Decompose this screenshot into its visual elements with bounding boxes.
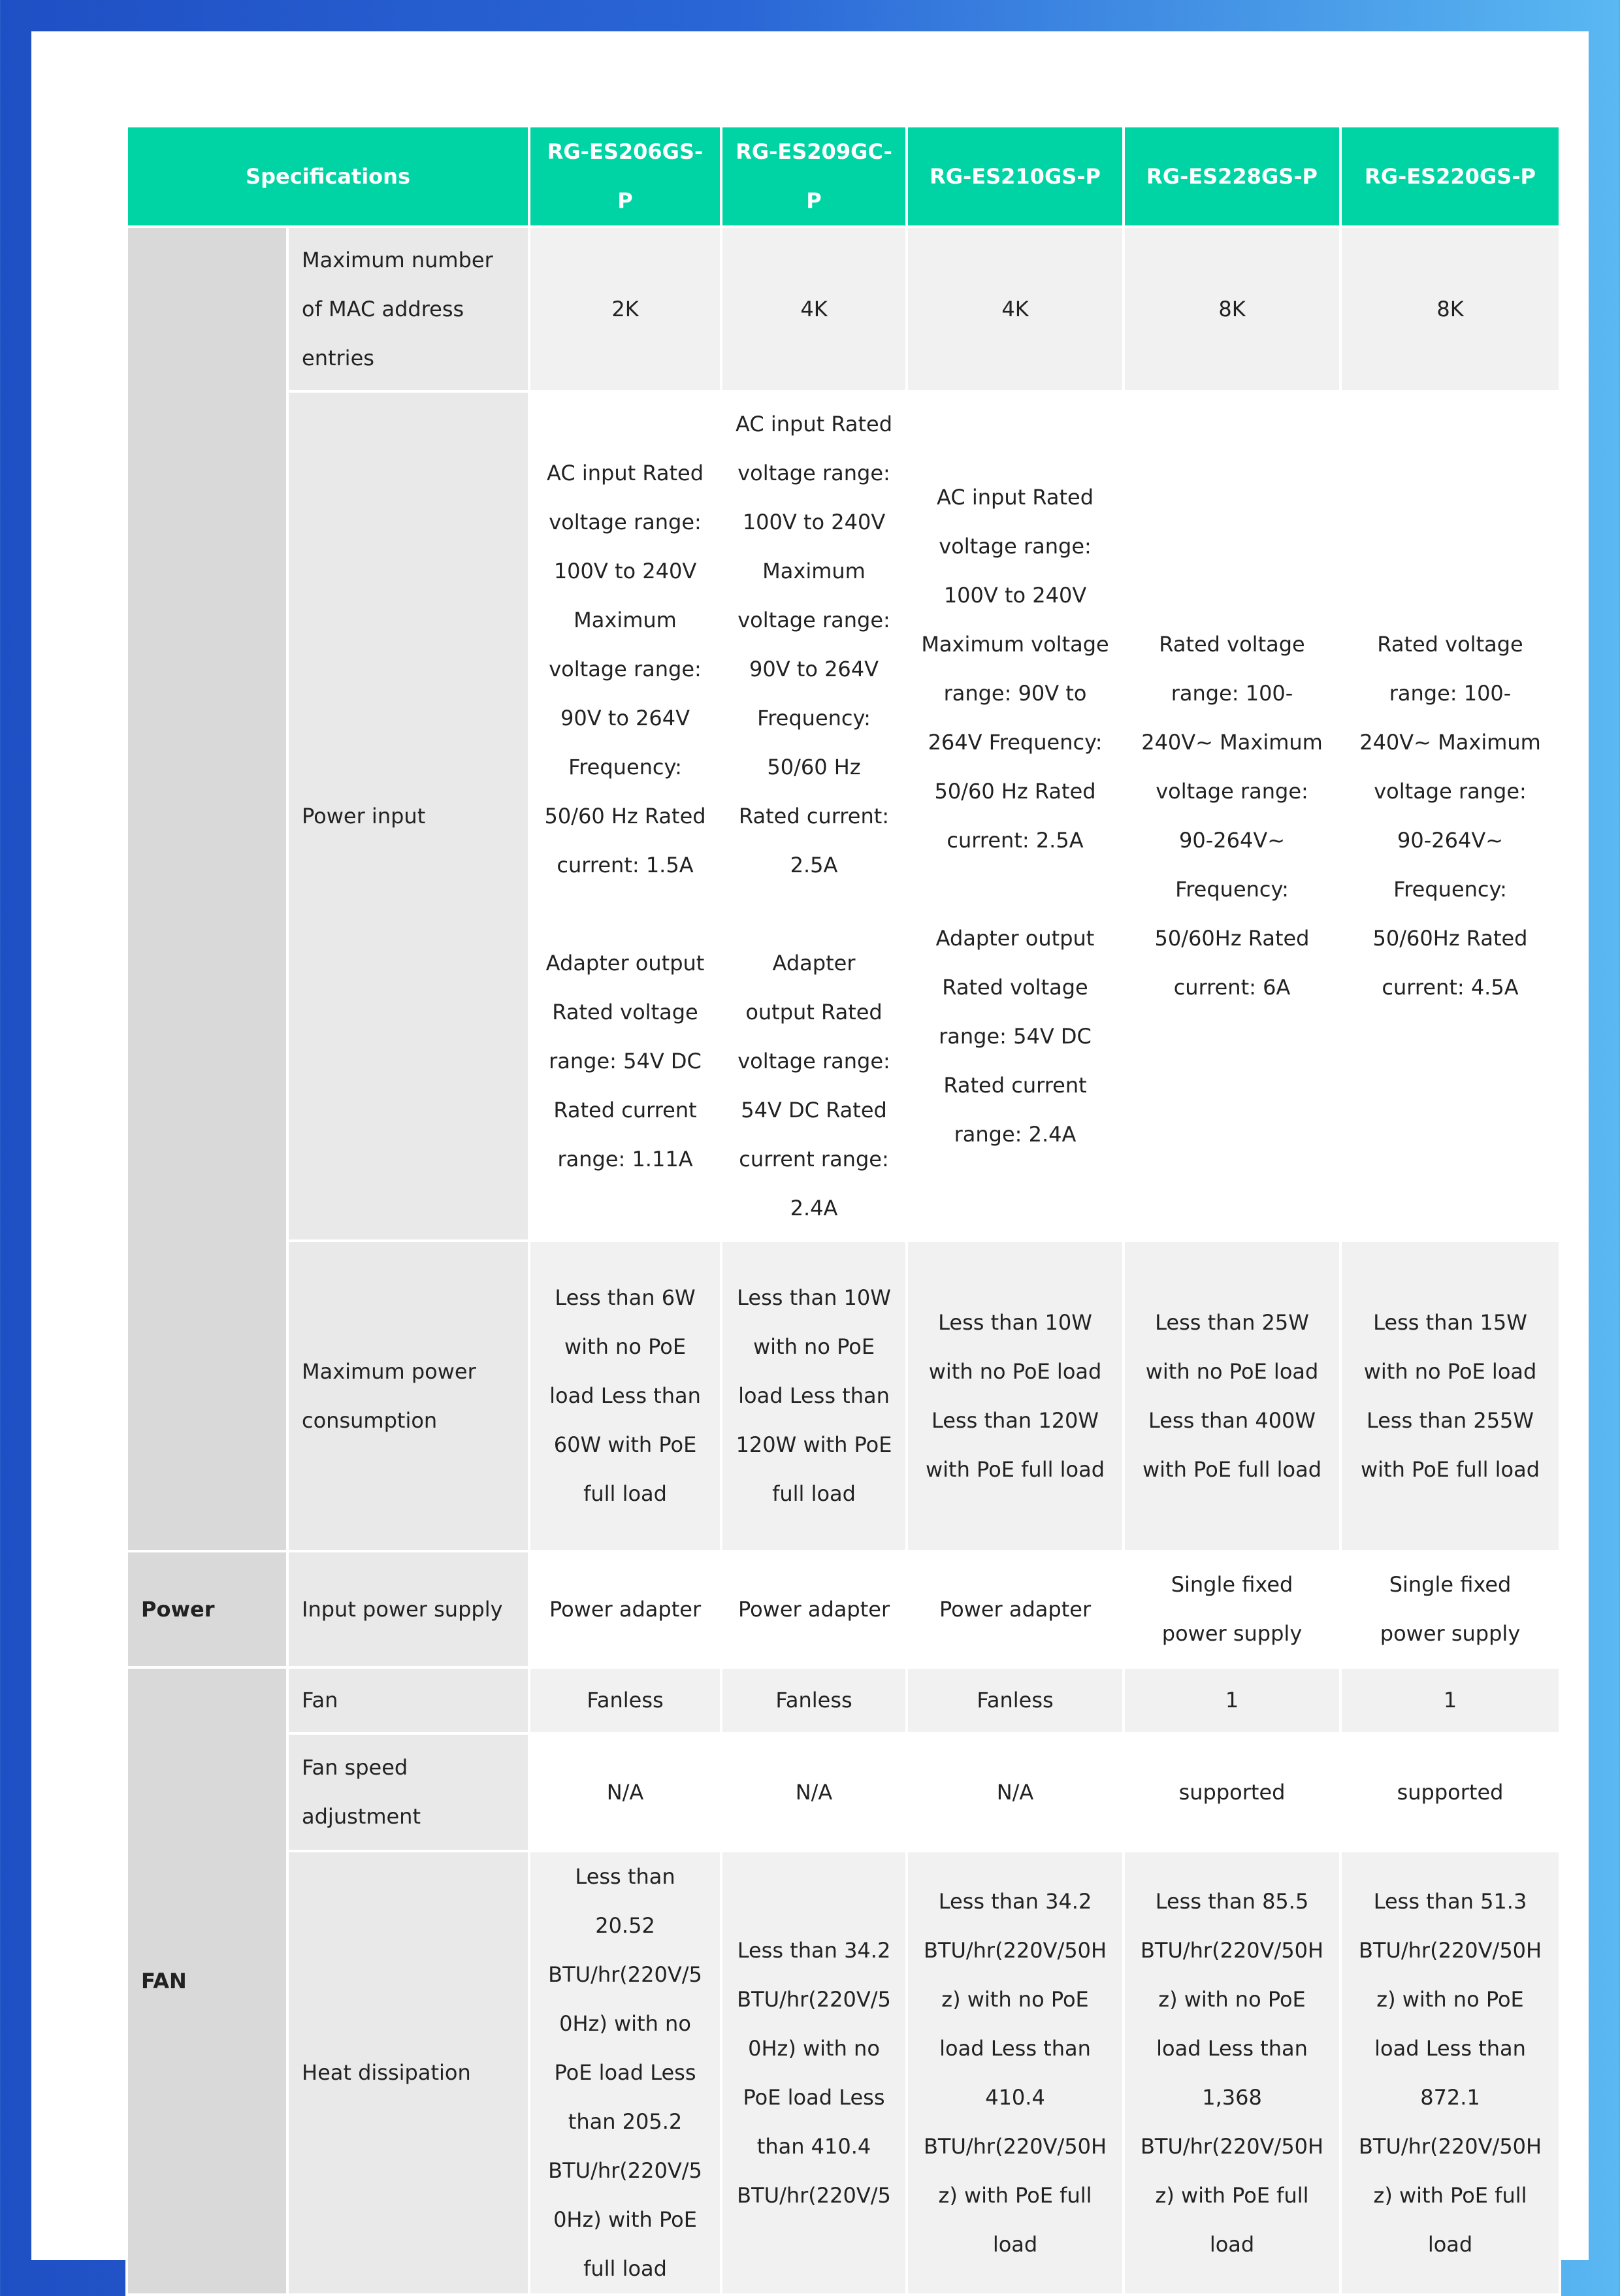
cell-value: Less than 10W with no PoE load Less than 120W with PoE full load (721, 1241, 907, 1551)
row-mac (127, 227, 1560, 391)
cell-value: Rated voltage range: 100-240V~ Maximum voltage range: 90-264V~ Frequency: 50/60Hz Rated current: 6A (1124, 391, 1340, 1241)
cell-value: Less than 6W with no PoE load Less than 60W with PoE full load (529, 1241, 721, 1551)
cell-value: Less than 51.3 BTU/hr(220V/50Hz) with no PoE load Less than 872.1 BTU/hr(220V/50Hz) with PoE full load (1340, 1851, 1560, 2295)
cell-value: Single fixed power supply (1124, 1551, 1340, 1667)
spec-table (125, 125, 1561, 2296)
cell-value: Less than 34.2 BTU/hr(220V/50Hz) with no PoE load Less than 410.4 BTU/hr(220V/50Hz) with PoE full load (907, 1851, 1124, 2295)
adapter-output-text: Adapter output Rated voltage range: 54V DC Rated current range: 1.11A (545, 950, 705, 1172)
cell-value: 4K (721, 227, 907, 391)
cell-value: Less than 25W with no PoE load Less than 400W with PoE full load (1124, 1241, 1340, 1551)
cell-value (907, 391, 1124, 1241)
cell-value: 8K (1340, 227, 1560, 391)
row-label: Power input (287, 391, 529, 1241)
cell-value: 2K (529, 227, 721, 391)
cell-value: Less than 85.5 BTU/hr(220V/50Hz) with no PoE load Less than 1,368 BTU/hr(220V/50Hz) with PoE full load (1124, 1851, 1340, 2295)
cell-value: Power adapter (529, 1551, 721, 1667)
header-model: RG-ES206GS-P (529, 126, 721, 227)
row-label: Input power supply (287, 1551, 529, 1667)
row-label: Heat dissipation (287, 1851, 529, 2295)
row-power-input (127, 391, 1560, 1241)
cell-value: N/A (529, 1733, 721, 1851)
header-model: RG-ES210GS-P (907, 126, 1124, 227)
row-label: Fan (287, 1667, 529, 1733)
cell-value (721, 391, 907, 1241)
cell-value: Less than 10W with no PoE load Less than 120W with PoE full load (907, 1241, 1124, 1551)
header-model: RG-ES209GC-P (721, 126, 907, 227)
header-model: RG-ES228GS-P (1124, 126, 1340, 227)
cell-value: Rated voltage range: 100-240V~ Maximum voltage range: 90-264V~ Frequency: 50/60Hz Rated current: 4.5A (1340, 391, 1560, 1241)
cell-value: Fanless (529, 1667, 721, 1733)
cell-value: N/A (721, 1733, 907, 1851)
page-frame (31, 31, 1589, 2281)
header-row (127, 126, 1560, 227)
cell-value: supported (1340, 1733, 1560, 1851)
cell-value: 4K (907, 227, 1124, 391)
cell-value: Single fixed power supply (1340, 1551, 1560, 1667)
row-heat (127, 1851, 1560, 2295)
row-fan-speed (127, 1733, 1560, 1851)
cell-value: Less than 20.52 BTU/hr(220V/50Hz) with no PoE load Less than 205.2 BTU/hr(220V/50Hz) with PoE full load (529, 1851, 721, 2295)
row-input-supply (127, 1551, 1560, 1667)
cell-value: 1 (1340, 1667, 1560, 1733)
group-power: Power (127, 1551, 287, 1667)
cell-value: 8K (1124, 227, 1340, 391)
row-label: Maximum power consumption (287, 1241, 529, 1551)
header-specifications: Specifications (127, 126, 529, 227)
cell-value: N/A (907, 1733, 1124, 1851)
cell-value: Power adapter (721, 1551, 907, 1667)
ac-input-text: AC input Rated voltage range: 100V to 240V Maximum voltage range: 90V to 264V Frequency: 50/60 Hz Rated current: 2.5A (736, 411, 893, 877)
ac-input-text: AC input Rated voltage range: 100V to 240V Maximum voltage range: 90V to 264V Frequency: 50/60 Hz Rated current: 1.5A (544, 460, 706, 877)
cell-value: supported (1124, 1733, 1340, 1851)
header-model: RG-ES220GS-P (1340, 126, 1560, 227)
group-cell-blank (127, 227, 287, 1551)
group-fan: FAN (127, 1667, 287, 2295)
adapter-output-text: Adapter output Rated voltage range: 54V DC Rated current range: 2.4A (737, 950, 890, 1221)
cell-value: Fanless (721, 1667, 907, 1733)
cell-value: Fanless (907, 1667, 1124, 1733)
adapter-output-text: Adapter output Rated voltage range: 54V DC Rated current range: 2.4A (935, 926, 1095, 1147)
cell-value: Less than 15W with no PoE load Less than 255W with PoE full load (1340, 1241, 1560, 1551)
row-label: Maximum number of MAC address entries (287, 227, 529, 391)
row-max-power (127, 1241, 1560, 1551)
cell-value: Less than 34.2 BTU/hr(220V/50Hz) with no PoE load Less than 410.4 BTU/hr(220V/5 (721, 1851, 907, 2295)
cell-value (529, 391, 721, 1241)
ac-input-text: AC input Rated voltage range: 100V to 240V Maximum voltage range: 90V to 264V Frequency: 50/60 Hz Rated current: 2.5A (921, 485, 1109, 853)
row-label: Fan speed adjustment (287, 1733, 529, 1851)
row-fan (127, 1667, 1560, 1733)
cell-value: Power adapter (907, 1551, 1124, 1667)
cell-value: 1 (1124, 1667, 1340, 1733)
